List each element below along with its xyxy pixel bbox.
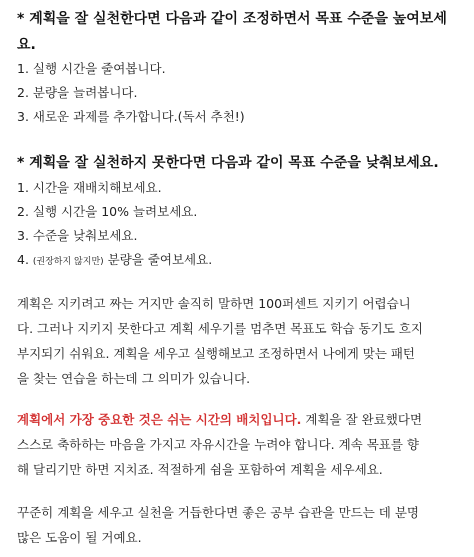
section2-item-4-note: (권장하지 않지만) [32,257,104,267]
section2-item-3: 3. 수준을 낮춰보세요. [17,228,138,243]
para1-line3: 부지되기 쉬워요. 계획을 세우고 실행해보고 조정하면서 나에게 맞는 패턴 [17,346,416,361]
para1-line1: 계획은 지키려고 짜는 거지만 솔직히 말하면 100퍼센트 지키기 어렵습니 [17,296,411,311]
section2-item-4-text: 분량을 줄여보세요. [103,252,213,267]
section1-item-3: 3. 새로운 과제를 추가합니다.(독서 추천!) [17,109,245,124]
para3-line2: 많은 도움이 될 거예요. [17,530,142,545]
section2-item-1: 1. 시간을 재배치해보세요. [17,180,162,195]
para2-line1-rest: 계획을 잘 완료했다면 [301,412,423,427]
para2-line3: 해 달리기만 하면 지치죠. 적절하게 쉼을 포함하여 계획을 세우세요. [17,462,383,477]
para3-line1: 꾸준히 계획을 세우고 실천을 거듭한다면 좋은 공부 습관을 만드는 데 분명 [17,505,419,520]
section1-item-1: 1. 실행 시간을 줄여봅니다. [17,61,166,76]
para1-line2: 다. 그러나 지키지 못한다고 계획 세우기를 멈추면 목표도 학습 동기도 흐지 [17,321,423,336]
section2-item-4 [17,254,212,267]
section2-item-4-prefix: 4. [17,252,33,267]
section2-item-2: 2. 실행 시간을 10% 늘려보세요. [17,204,198,219]
section1-title-line2: 요. [17,37,36,53]
para2-line2: 스스로 축하하는 마음을 가지고 자유시간을 누려야 합니다. 계속 목표를 향 [17,437,419,452]
section2-title: * 계획을 잘 실천하지 못한다면 다음과 같이 목표 수준을 낮춰보세요. [17,155,439,171]
section1-item-2: 2. 분량을 늘려봅니다. [17,85,138,100]
para2-highlight: 계획에서 가장 중요한 것은 쉬는 시간의 배치입니다. [17,412,302,427]
para2-line1 [17,414,422,427]
section1-title-line1: * 계획을 잘 실천한다면 다음과 같이 조정하면서 목표 수준을 높여보세 [17,11,447,27]
para1-line4: 을 찾는 연습을 하는데 그 의미가 있습니다. [17,371,251,386]
